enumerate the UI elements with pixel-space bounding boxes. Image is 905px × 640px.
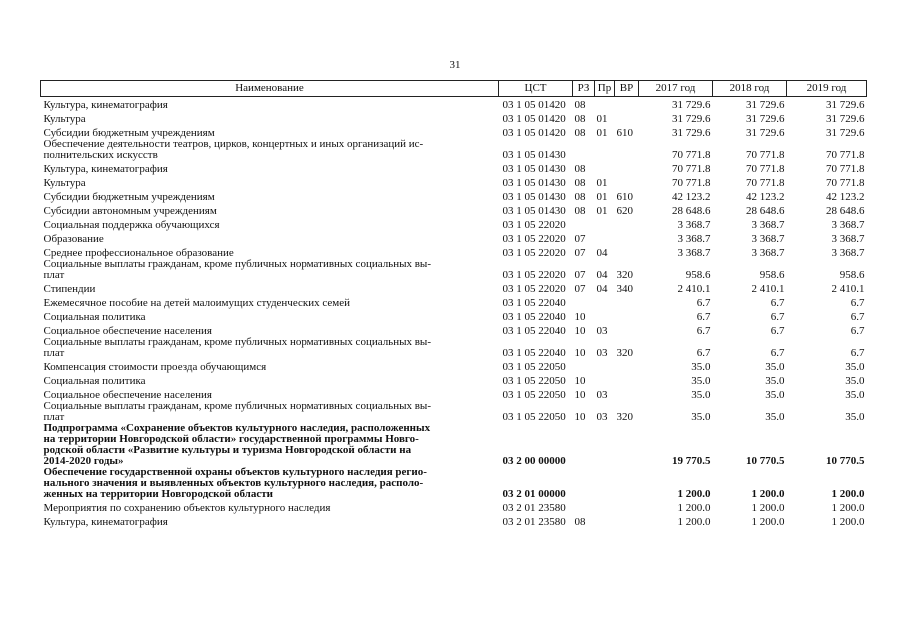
- cell-2019: 35.0: [845, 411, 865, 423]
- cell-2019: 6.7: [850, 311, 865, 323]
- cell-name: Социальное обеспечение населения: [43, 325, 212, 337]
- cell-pr: 04: [596, 247, 608, 259]
- cell-rz: 08: [574, 191, 586, 203]
- header-name: Наименование: [41, 81, 499, 97]
- page-number: 31: [449, 59, 461, 71]
- table-row: [41, 231, 867, 245]
- cell-vr: [615, 373, 639, 387]
- cell-pr: [595, 217, 615, 231]
- table-row: [41, 337, 867, 359]
- cell-pr: 03: [596, 347, 608, 359]
- header-cst: ЦСТ: [499, 81, 573, 97]
- cell-rz: [573, 359, 595, 373]
- cell-pr: [595, 97, 615, 112]
- cell-2019: 31 729.6: [826, 99, 865, 111]
- cell-cst: 03 1 05 01430: [502, 149, 566, 161]
- cell-2018: 70 771.8: [746, 149, 785, 161]
- cell-cst: 03 1 05 22050: [502, 411, 566, 423]
- cell-2017: 6.7: [696, 325, 711, 337]
- cell-2017: 70 771.8: [672, 163, 711, 175]
- cell-rz: 10: [574, 325, 586, 337]
- cell-vr: [615, 245, 639, 259]
- table-row: [41, 139, 867, 161]
- cell-cst: 03 1 05 22050: [502, 389, 566, 401]
- header-pr: Пр: [595, 81, 615, 97]
- header-vr: ВР: [615, 81, 639, 97]
- cell-name: Социальная политика: [43, 311, 146, 323]
- cell-2018: 42 123.2: [746, 191, 785, 203]
- cell-2017: 1 200.0: [677, 516, 711, 528]
- cell-2017: 35.0: [691, 389, 711, 401]
- cell-2017: 70 771.8: [672, 149, 711, 161]
- cell-2018: 28 648.6: [746, 205, 785, 217]
- cell-2019: 70 771.8: [826, 177, 865, 189]
- cell-2019: 958.6: [839, 269, 865, 281]
- cell-2018: 31 729.6: [746, 113, 785, 125]
- cell-2018: 35.0: [765, 411, 785, 423]
- budget-table: [40, 80, 867, 528]
- cell-2017: 28 648.6: [672, 205, 711, 217]
- cell-pr: 01: [596, 191, 608, 203]
- cell-rz: 08: [574, 177, 586, 189]
- cell-vr: [615, 139, 639, 161]
- cell-2018: 1 200.0: [751, 516, 785, 528]
- cell-name: Культура, кинематография: [43, 99, 168, 111]
- cell-vr: [615, 467, 639, 500]
- cell-2019: 3 368.7: [831, 247, 865, 259]
- cell-2019: 35.0: [845, 375, 865, 387]
- table-header-row: [41, 81, 867, 97]
- cell-2018: 6.7: [770, 325, 785, 337]
- table-row: [41, 467, 867, 500]
- cell-pr: 04: [596, 269, 608, 281]
- cell-cst: 03 2 01 23580: [502, 516, 566, 528]
- cell-cst: 03 1 05 01420: [502, 127, 566, 139]
- cell-pr: 01: [596, 127, 608, 139]
- table-row: [41, 281, 867, 295]
- cell-vr: [615, 161, 639, 175]
- cell-cst: 03 1 05 22040: [502, 325, 566, 337]
- cell-2018: 1 200.0: [751, 502, 785, 514]
- cell-pr: 04: [596, 283, 608, 295]
- cell-vr: [615, 231, 639, 245]
- cell-pr: 01: [596, 113, 608, 125]
- cell-2019: 35.0: [845, 361, 865, 373]
- cell-cst: 03 2 01 00000: [502, 488, 566, 500]
- cell-name: Субсидии автономным учреждениям: [43, 205, 217, 217]
- cell-2018: 958.6: [759, 269, 785, 281]
- cell-name: Субсидии бюджетным учреждениям: [43, 127, 215, 139]
- cell-rz: 10: [574, 311, 586, 323]
- cell-rz: [573, 423, 595, 467]
- cell-vr: 610: [616, 127, 633, 139]
- cell-cst: 03 1 05 22040: [502, 311, 566, 323]
- cell-rz: [573, 139, 595, 161]
- cell-2017: 35.0: [691, 361, 711, 373]
- table-row: [41, 401, 867, 423]
- cell-name: Компенсация стоимости проезда обучающимся: [43, 361, 267, 373]
- cell-cst: 03 1 05 01430: [502, 163, 566, 175]
- cell-2017: 6.7: [696, 311, 711, 323]
- cell-cst: 03 1 05 22020: [502, 233, 566, 245]
- cell-name: Культура: [43, 113, 86, 125]
- cell-2019: 70 771.8: [826, 149, 865, 161]
- cell-rz: [573, 295, 595, 309]
- cell-pr: [595, 373, 615, 387]
- cell-rz: 07: [574, 283, 586, 295]
- cell-cst: 03 2 01 23580: [502, 502, 566, 514]
- cell-cst: 03 1 05 01430: [502, 191, 566, 203]
- header-rz: РЗ: [573, 81, 595, 97]
- table-row: [41, 217, 867, 231]
- cell-rz: 07: [574, 247, 586, 259]
- cell-2019: 35.0: [845, 389, 865, 401]
- table-row: [41, 500, 867, 514]
- cell-rz: 10: [574, 347, 586, 359]
- cell-cst: 03 1 05 01420: [502, 99, 566, 111]
- cell-cst: 03 2 00 00000: [502, 455, 566, 467]
- cell-cst: 03 1 05 22020: [502, 269, 566, 281]
- cell-pr: [595, 423, 615, 467]
- cell-rz: 07: [574, 233, 586, 245]
- cell-pr: 01: [596, 205, 608, 217]
- cell-pr: [595, 295, 615, 309]
- table-row: [41, 514, 867, 528]
- cell-2017: 3 368.7: [677, 247, 711, 259]
- cell-pr: 03: [596, 411, 608, 423]
- cell-cst: 03 1 05 22040: [502, 347, 566, 359]
- table-row: [41, 203, 867, 217]
- cell-vr: 320: [616, 347, 633, 359]
- table-row: [41, 323, 867, 337]
- table-row: [41, 97, 867, 112]
- cell-rz: 08: [574, 163, 586, 175]
- cell-rz: 08: [574, 516, 586, 528]
- cell-2017: 42 123.2: [672, 191, 711, 203]
- cell-pr: [595, 500, 615, 514]
- cell-vr: 620: [616, 205, 633, 217]
- cell-name: Культура: [43, 177, 86, 189]
- cell-2019: 31 729.6: [826, 113, 865, 125]
- table-row: [41, 161, 867, 175]
- cell-vr: 320: [616, 269, 633, 281]
- table-row: [41, 111, 867, 125]
- cell-2018: 31 729.6: [746, 99, 785, 111]
- cell-rz: [573, 500, 595, 514]
- cell-rz: 08: [574, 99, 586, 111]
- cell-name: Образование: [43, 233, 104, 245]
- cell-2019: 28 648.6: [826, 205, 865, 217]
- cell-vr: [615, 97, 639, 112]
- table-body: [41, 97, 867, 529]
- cell-cst: 03 1 05 01420: [502, 113, 566, 125]
- cell-2017: 35.0: [691, 375, 711, 387]
- cell-rz: [573, 217, 595, 231]
- cell-name: Стипендии: [43, 283, 96, 295]
- cell-2017: 3 368.7: [677, 219, 711, 231]
- cell-2017: 31 729.6: [672, 127, 711, 139]
- table-row: [41, 373, 867, 387]
- cell-rz: 07: [574, 269, 586, 281]
- cell-2018: 35.0: [765, 389, 785, 401]
- cell-vr: [615, 514, 639, 528]
- cell-2018: 2 410.1: [751, 283, 785, 295]
- cell-pr: [595, 514, 615, 528]
- cell-vr: [615, 387, 639, 401]
- cell-rz: 08: [574, 205, 586, 217]
- cell-2018: 31 729.6: [746, 127, 785, 139]
- cell-pr: [595, 309, 615, 323]
- table-row: [41, 295, 867, 309]
- cell-2019: 6.7: [850, 297, 865, 309]
- cell-name: Социальное обеспечение населения: [43, 389, 212, 401]
- cell-name: Культура, кинематография: [43, 516, 168, 528]
- cell-name: Культура, кинематография: [43, 163, 168, 175]
- header-2017: 2017 год: [639, 81, 713, 97]
- cell-vr: [615, 500, 639, 514]
- cell-rz: 08: [574, 113, 586, 125]
- table-row: [41, 309, 867, 323]
- cell-2017: 6.7: [696, 347, 711, 359]
- cell-2018: 10 770.5: [746, 455, 785, 467]
- cell-2019: 42 123.2: [826, 191, 865, 203]
- cell-2019: 1 200.0: [831, 502, 865, 514]
- cell-2017: 35.0: [691, 411, 711, 423]
- cell-2017: 1 200.0: [677, 502, 711, 514]
- table-row: [41, 175, 867, 189]
- cell-pr: 01: [596, 177, 608, 189]
- cell-vr: [615, 359, 639, 373]
- cell-2017: 3 368.7: [677, 233, 711, 245]
- cell-name: Социальная поддержка обучающихся: [43, 219, 220, 231]
- cell-cst: 03 1 05 22040: [502, 297, 566, 309]
- table-row: [41, 387, 867, 401]
- cell-name: Социальные выплаты гражданам, кроме публичных нормативных социальных вы- плат: [43, 400, 431, 423]
- table-row: [41, 359, 867, 373]
- cell-vr: 320: [616, 411, 633, 423]
- cell-2018: 35.0: [765, 375, 785, 387]
- cell-2018: 6.7: [770, 297, 785, 309]
- table-row: [41, 423, 867, 467]
- cell-2019: 6.7: [850, 347, 865, 359]
- cell-name: Обеспечение государственной охраны объектов культурного наследия регио- нального значения и выявленных объектов культурного наследия, располо- женных на территории Новгородской области: [43, 466, 427, 500]
- table-row: [41, 125, 867, 139]
- cell-2018: 3 368.7: [751, 219, 785, 231]
- cell-vr: [615, 175, 639, 189]
- header-2019: 2019 год: [787, 81, 867, 97]
- cell-vr: [615, 323, 639, 337]
- cell-2019: 10 770.5: [826, 455, 865, 467]
- cell-cst: 03 1 05 22050: [502, 361, 566, 373]
- cell-2018: 3 368.7: [751, 247, 785, 259]
- cell-2018: 1 200.0: [751, 488, 785, 500]
- cell-name: Обеспечение деятельности театров, цирков, концертных и иных организаций ис- полнительских искусств: [43, 138, 424, 161]
- cell-2019: 6.7: [850, 325, 865, 337]
- cell-vr: [615, 217, 639, 231]
- cell-2017: 1 200.0: [677, 488, 711, 500]
- table-row: [41, 245, 867, 259]
- cell-name: Мероприятия по сохранению объектов культурного наследия: [43, 502, 331, 514]
- cell-pr: [595, 467, 615, 500]
- cell-2017: 6.7: [696, 297, 711, 309]
- cell-2019: 31 729.6: [826, 127, 865, 139]
- cell-vr: [615, 111, 639, 125]
- cell-rz: [573, 467, 595, 500]
- cell-2018: 70 771.8: [746, 177, 785, 189]
- cell-2017: 2 410.1: [677, 283, 711, 295]
- cell-2019: 2 410.1: [831, 283, 865, 295]
- cell-vr: [615, 295, 639, 309]
- cell-2018: 35.0: [765, 361, 785, 373]
- cell-cst: 03 1 05 01430: [502, 205, 566, 217]
- cell-2017: 31 729.6: [672, 113, 711, 125]
- cell-name: Ежемесячное пособие на детей малоимущих студенческих семей: [43, 297, 350, 309]
- cell-pr: 03: [596, 325, 608, 337]
- cell-2019: 1 200.0: [831, 516, 865, 528]
- cell-2018: 3 368.7: [751, 233, 785, 245]
- table-row: [41, 189, 867, 203]
- cell-pr: [595, 139, 615, 161]
- cell-rz: 08: [574, 127, 586, 139]
- cell-2018: 6.7: [770, 347, 785, 359]
- cell-name: Среднее профессиональное образование: [43, 247, 234, 259]
- cell-2019: 3 368.7: [831, 233, 865, 245]
- header-2018: 2018 год: [713, 81, 787, 97]
- cell-vr: 340: [616, 283, 633, 295]
- cell-2017: 958.6: [685, 269, 711, 281]
- cell-rz: 10: [574, 375, 586, 387]
- cell-2017: 31 729.6: [672, 99, 711, 111]
- cell-name: Подпрограмма «Сохранение объектов культурного наследия, расположенных на территории Новгородской области» государственной программы Новго- родской области «Развитие культуры и туризма Новгородской области на 2014-2020 годы»: [43, 422, 431, 467]
- cell-cst: 03 1 05 22020: [502, 219, 566, 231]
- cell-cst: 03 1 05 22020: [502, 283, 566, 295]
- cell-cst: 03 1 05 01430: [502, 177, 566, 189]
- cell-vr: [615, 309, 639, 323]
- cell-rz: 10: [574, 389, 586, 401]
- cell-2017: 70 771.8: [672, 177, 711, 189]
- cell-cst: 03 1 05 22020: [502, 247, 566, 259]
- cell-2017: 19 770.5: [672, 455, 711, 467]
- cell-name: Социальные выплаты гражданам, кроме публичных нормативных социальных вы- плат: [43, 336, 431, 359]
- cell-pr: 03: [596, 389, 608, 401]
- cell-name: Социальные выплаты гражданам, кроме публичных нормативных социальных вы- плат: [43, 258, 431, 281]
- cell-2019: 3 368.7: [831, 219, 865, 231]
- cell-pr: [595, 161, 615, 175]
- cell-2019: 1 200.0: [831, 488, 865, 500]
- cell-2018: 6.7: [770, 311, 785, 323]
- cell-pr: [595, 231, 615, 245]
- cell-rz: 10: [574, 411, 586, 423]
- cell-pr: [595, 359, 615, 373]
- table-row: [41, 259, 867, 281]
- cell-vr: 610: [616, 191, 633, 203]
- cell-name: Социальная политика: [43, 375, 146, 387]
- cell-vr: [615, 423, 639, 467]
- cell-cst: 03 1 05 22050: [502, 375, 566, 387]
- cell-2018: 70 771.8: [746, 163, 785, 175]
- cell-name: Субсидии бюджетным учреждениям: [43, 191, 215, 203]
- cell-2019: 70 771.8: [826, 163, 865, 175]
